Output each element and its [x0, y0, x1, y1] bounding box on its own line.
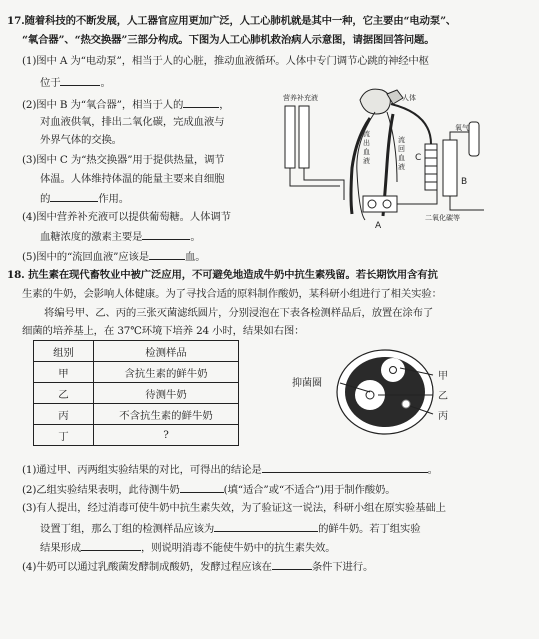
answer-blank[interactable] — [180, 482, 224, 493]
return-char: 回 — [398, 145, 405, 153]
answer-blank[interactable] — [262, 462, 428, 473]
figure1-label-c: C — [415, 153, 422, 163]
filter-disc-jia — [390, 367, 397, 374]
petri-dish-figure — [290, 342, 470, 442]
table-cell-sample: 不含抗生素的鲜牛奶 — [94, 404, 239, 425]
filter-disc-bing — [402, 400, 410, 408]
q17-intro-line1: 17.随着科技的不断发展，人工器官应用更加广泛，人工心肺机就是其中一种，它主要由“电动泵”、 — [7, 15, 457, 27]
answer-blank[interactable] — [60, 75, 100, 86]
label-yi: 乙 — [438, 391, 448, 402]
table-cell-group: 丙 — [34, 404, 94, 425]
q18-intro-line1: 18. 抗生素在现代畜牧业中被广泛应用，不可避免地造成牛奶中抗生素残留。若长期饮用含有抗 — [7, 269, 438, 281]
answer-blank[interactable] — [50, 191, 98, 202]
nutrient-line-1 — [290, 168, 340, 186]
q18-part3-line1: (3)有人提出，经过消毒可使牛奶中抗生素失效，为了验证这一说法，科研小组在原实验基础上 — [22, 502, 446, 514]
oxygenator-b — [443, 140, 457, 196]
outflow-char: 出 — [363, 139, 370, 147]
answer-blank[interactable] — [272, 559, 312, 570]
outflow-char: 液 — [363, 157, 370, 165]
figure1-label-return-vertical — [398, 135, 405, 171]
figure1-label-body: 人体 — [402, 94, 416, 102]
q17-part2-line3: 外界气体的交换。 — [40, 134, 122, 146]
oxygen-tank — [469, 122, 479, 156]
table-cell-group: 乙 — [34, 383, 94, 404]
q17-part5: (5)图中的“流回血液”应该是 血。 — [22, 251, 206, 263]
label-bing: 丙 — [438, 411, 448, 422]
table-cell-group: 甲 — [34, 362, 94, 383]
nutrient-bag-2 — [299, 106, 309, 168]
figure1-label-oxygen: 氧气 — [455, 124, 469, 132]
label-inhibition-ring: 抑菌圈 — [292, 378, 322, 389]
heart-lung-machine-diagram — [275, 78, 510, 238]
table-cell-group: 丁 — [34, 425, 94, 446]
q18-part3-line2: 设置丁组，那么丁组的检测样品应该为 的鲜牛奶。若丁组实验 — [40, 523, 421, 535]
answer-blank[interactable] — [142, 229, 190, 240]
table-header-sample: 检测样品 — [94, 341, 239, 362]
outflow-char: 流 — [363, 130, 370, 138]
return-char: 液 — [398, 163, 405, 171]
table-row — [34, 404, 239, 425]
q18-part4: (4)牛奶可以通过乳酸菌发酵制成酸奶，发酵过程应该在 条件下进行。 — [22, 561, 374, 573]
table-cell-sample: 待测牛奶 — [94, 383, 239, 404]
q17-part3-line1: (3)图中 C 为“热交换器”用于提供热量，调节 — [22, 154, 225, 166]
table-row — [34, 362, 239, 383]
answer-blank[interactable] — [149, 249, 185, 260]
answer-blank[interactable] — [81, 540, 141, 551]
return-to-body-tube — [391, 104, 431, 144]
return-char: 流 — [398, 136, 405, 144]
q17-part2-line1: (2)图中 B 为“氧合器”，相当于人的 ， — [22, 99, 230, 111]
q17-part2-line2: 对血液供氧，排出二氧化碳，完成血液与 — [40, 116, 225, 128]
q18-intro-line2: 生素的牛奶，会影响人体健康。为了寻找合适的原料制作酸奶，某科研小组进行了相关实验： — [22, 288, 442, 300]
q18-intro-line3: 将编号甲、乙、丙的三张灭菌滤纸圆片，分别浸泡在下表各检测样品后，放置在涂布了 — [44, 307, 434, 319]
table-cell-sample: 含抗生素的鲜牛奶 — [94, 362, 239, 383]
q18-part2: (2)乙组实验结果表明，此待测牛奶 (填“适合”或“不适合”)用于制作酸奶。 — [22, 484, 396, 496]
q17-part1-line2: 位于 。 — [40, 77, 111, 89]
heat-exchanger-c — [425, 144, 437, 190]
co2-outlet-tube — [450, 196, 484, 210]
figure1-label-a: A — [375, 221, 382, 231]
table-row — [34, 383, 239, 404]
q17-intro-line2: “氧合器”、“热交换器”三部分构成。下图为人工心肺机救治病人示意图，请据图回答问题。 — [22, 34, 435, 46]
figure1-label-nutrient: 营养补充液 — [283, 94, 318, 102]
table-cell-sample: ? — [94, 425, 239, 446]
nutrient-bag-1 — [285, 106, 295, 168]
figure1-label-co2: 二氧化碳等 — [425, 214, 460, 222]
q17-part4-line1: (4)图中营养补充液可以提供葡萄糖。人体调节 — [22, 211, 231, 223]
q17-part4-line2: 血糖浓度的激素主要是 。 — [40, 231, 201, 243]
q17-part3-line2: 体温。人体维持体温的能量主要来自细胞 — [40, 173, 225, 185]
patient-head-shape — [360, 89, 390, 114]
q18-intro-line4: 细菌的培养基上，在 37℃环境下培养 24 小时，结果如右图： — [22, 325, 305, 337]
oxygen-inlet-tube — [450, 132, 470, 140]
q17-part3-line3: 的 作用。 — [40, 193, 129, 205]
q18-part3-line3: 结果形成 ，则说明消毒不能使牛奶中的抗生素失效。 — [40, 542, 336, 554]
figure1-label-outflow-vertical — [363, 129, 370, 165]
return-char: 血 — [398, 154, 405, 162]
table-header-group: 组别 — [34, 341, 94, 362]
label-jia: 甲 — [438, 371, 448, 382]
q18-part1: (1)通过甲、丙两组实验结果的对比，可得出的结论是 。 — [22, 464, 438, 476]
outflow-char: 血 — [363, 148, 370, 156]
filter-disc-yi — [366, 391, 374, 399]
nutrient-line-2 — [304, 168, 344, 200]
answer-blank[interactable] — [214, 521, 318, 532]
answer-blank[interactable] — [183, 97, 219, 108]
table-header-row — [34, 341, 239, 362]
figure1-label-b: B — [461, 177, 468, 187]
sample-table — [33, 340, 239, 446]
table-row — [34, 425, 239, 446]
q17-part1-line1: (1)图中 A 为“电动泵”，相当于人的心脏，推动血液循环。人体中专门调节心跳的神经中枢 — [22, 55, 429, 67]
